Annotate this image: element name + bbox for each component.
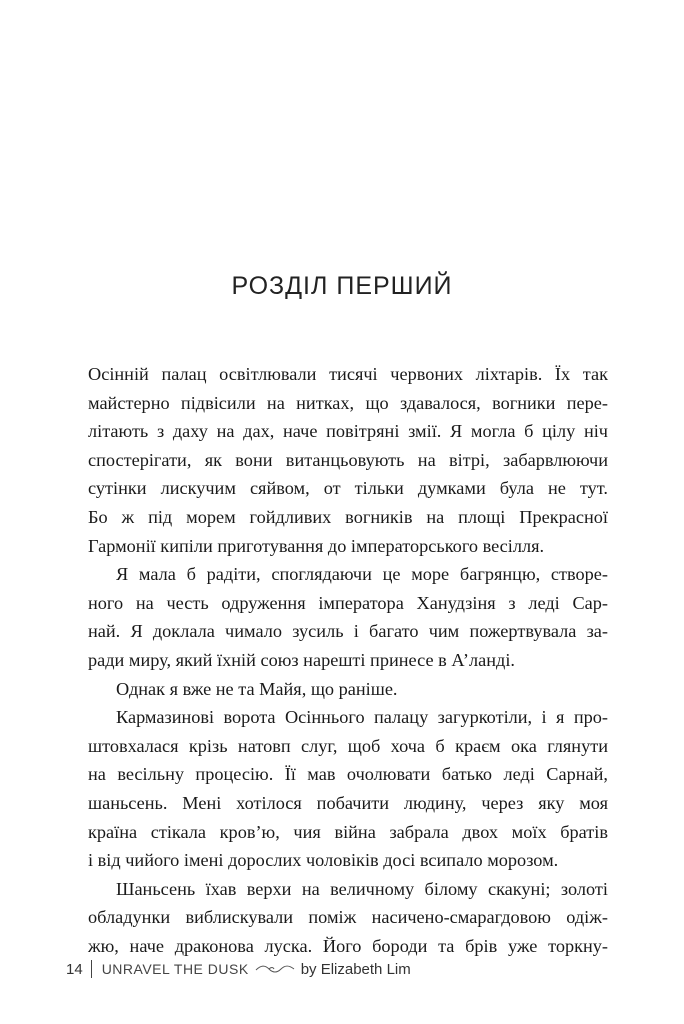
text-line: Бо ж під морем гойдливих вогників на площі Прекрасної <box>88 506 608 527</box>
text-line: сутінки лискучим сяйвом, от тільки думками була не тут. <box>88 478 608 499</box>
text-line: літають з даху на дах, наче повітряні змії. Я могла б цілу ніч <box>88 421 608 442</box>
text-line: Я мала б радіти, споглядаючи це море багрянцю, створе- <box>116 564 608 585</box>
flourish-icon <box>255 963 295 975</box>
page-number: 14 <box>66 960 83 978</box>
text-line: Однак я вже не та Майя, що раніше. <box>116 678 398 699</box>
text-line: най. Я доклала чимало зусиль і багато чим пожертвувала за- <box>88 621 608 642</box>
text-line: майстерно підвісили на нитках, що здавалося, вогники пере- <box>88 392 608 413</box>
text-line: на весільну процесію. Її мав очолювати батько леді Сарнай, <box>88 764 608 785</box>
text-line: Кармазинові ворота Осіннього палацу загуркотіли, і я про- <box>116 707 608 728</box>
text-line: Шаньсень їхав верхи на величному білому скакуні; золоті <box>116 878 608 899</box>
text-line: країна стікала кров’ю, чия війна забрала двох моїх братів <box>88 821 608 842</box>
text-line: ради миру, який їхній союз нарешті принесе в А’ланді. <box>88 649 515 670</box>
text-line: штовхалася крізь натовп слуг, щоб хоча б краєм ока глянути <box>88 735 608 756</box>
author-name: by Elizabeth Lim <box>300 960 411 978</box>
text-line: спостерігати, як вони витанцьовують на вітрі, забарвлюючи <box>88 449 608 470</box>
text-line: обладунки виблискували поміж насичено-смарагдовою одіж- <box>88 907 608 928</box>
text-line: ного на честь одруження імператора Ханудзіня з леді Сар- <box>88 592 608 613</box>
text-line: і від чийого імені дорослих чоловіків досі всипало морозом. <box>88 850 559 871</box>
text-line: Осінній палац освітлювали тисячі червоних ліхтарів. Їх так <box>88 364 608 384</box>
text-line: Гармонії кипіли приготування до імператорського весілля. <box>88 535 545 556</box>
footer-divider <box>91 960 92 978</box>
text-line: шаньсень. Мені хотілося побачити людину, через яку моя <box>88 792 608 813</box>
book-title: UNRAVEL THE DUSK <box>101 961 249 977</box>
text-line: жю, наче драконова луска. Його бороди та брів уже торкну- <box>88 935 608 956</box>
body-text <box>88 360 608 960</box>
page-footer <box>66 955 411 983</box>
chapter-title: РОЗДІЛ ПЕРШИЙ <box>231 272 453 300</box>
